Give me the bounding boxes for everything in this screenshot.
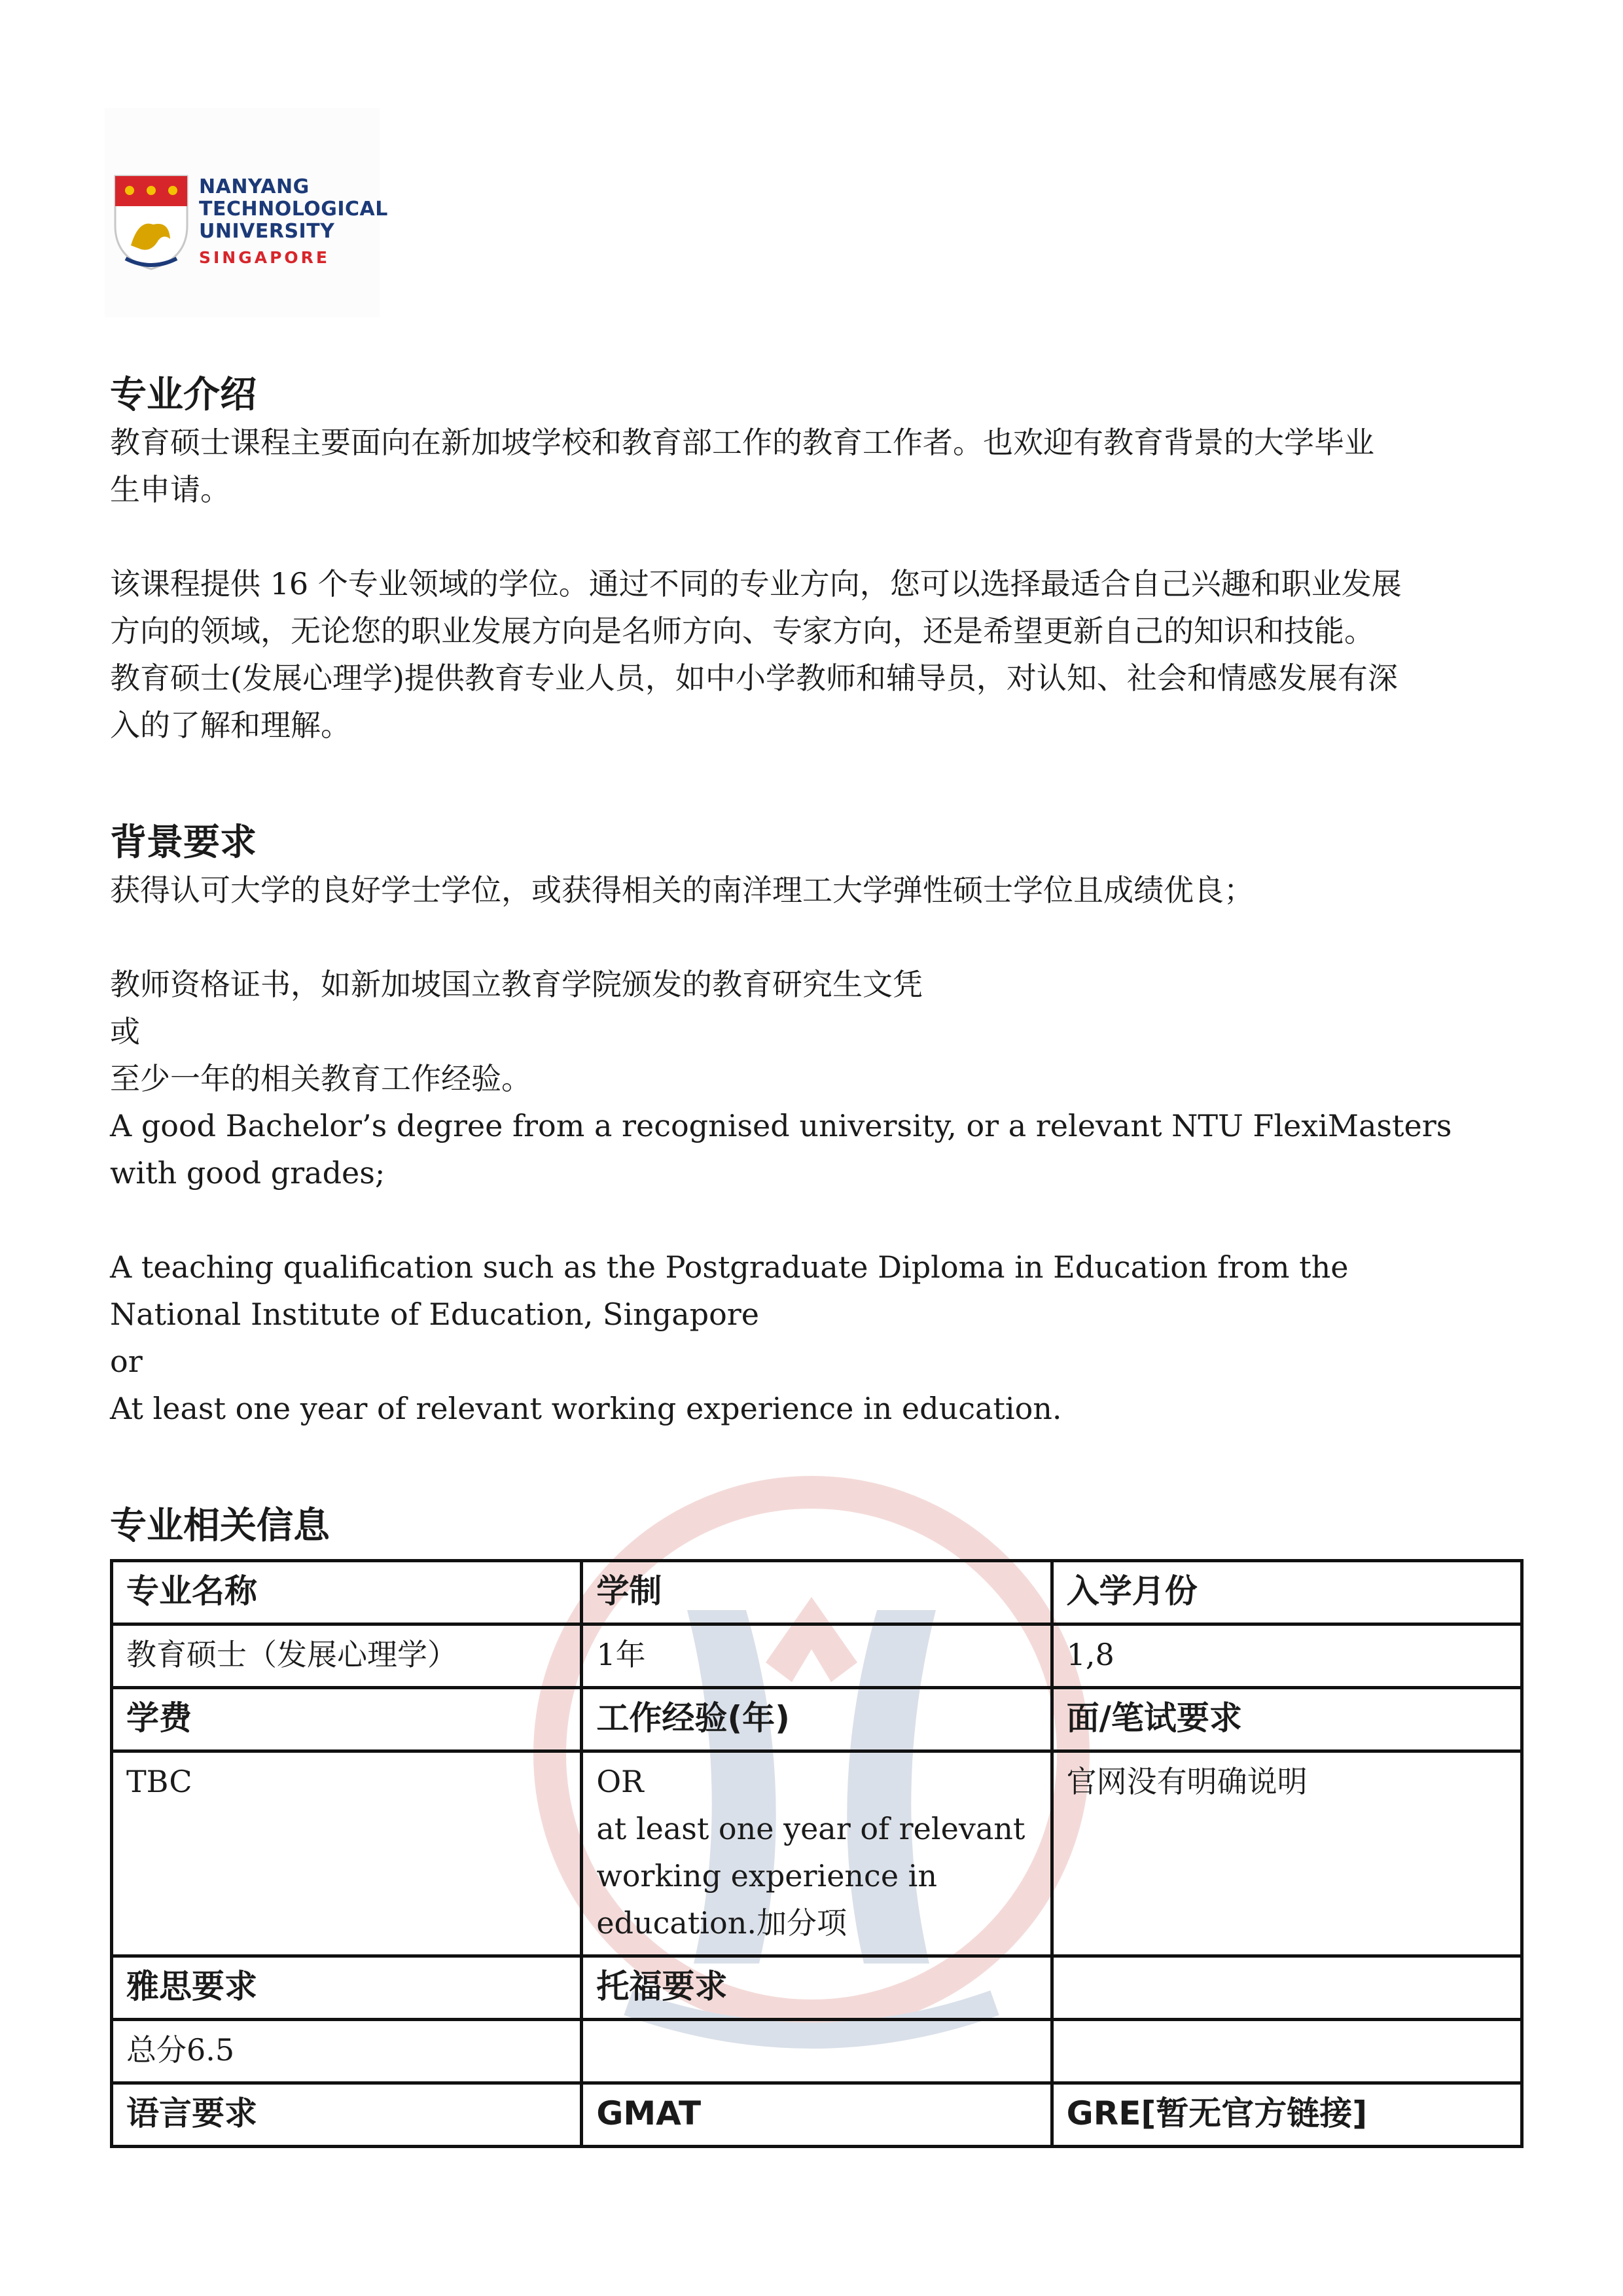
table-row xyxy=(112,1688,1522,1751)
program-info-table xyxy=(110,1559,1524,2148)
value-cell: 教育硕士（发展心理学） xyxy=(112,1624,582,1688)
header-cell: 面/笔试要求 xyxy=(1052,1688,1522,1751)
intro-text: 教育硕士课程主要面向在新加坡学校和教育部工作的教育工作者。也欢迎有教育背景的大学毕业 xyxy=(110,425,1374,460)
header-cell: 入学月份 xyxy=(1052,1561,1522,1624)
requirement-text: National Institute of Education, Singapore xyxy=(110,1297,760,1332)
page-content xyxy=(110,372,1524,2148)
requirement-text: At least one year of relevant working experience in education. xyxy=(110,1391,1062,1426)
work-line: at least one year of relevant xyxy=(596,1811,1026,1846)
header-cell: GMAT xyxy=(582,2083,1052,2147)
value-cell: 1,8 xyxy=(1052,1624,1522,1688)
intro-text: 教育硕士(发展心理学)提供教育专业人员，如中小学教师和辅导员，对认知、社会和情感发展有深 xyxy=(110,660,1398,696)
intro-text: 生申请。 xyxy=(110,472,230,507)
requirement-text: A teaching qualification such as the Postgraduate Diploma in Education from the xyxy=(110,1249,1349,1285)
logo-line-singapore: SINGAPORE xyxy=(199,248,330,267)
intro-text: 方向的领域，无论您的职业发展方向是名师方向、专家方向，还是希望更新自己的知识和技能。 xyxy=(110,613,1374,649)
header-cell: 工作经验(年) xyxy=(582,1688,1052,1751)
header-cell: 语言要求 xyxy=(112,2083,582,2147)
header-cell xyxy=(1052,1956,1522,2020)
header-cell: GRE[暂无官方链接] xyxy=(1052,2083,1522,2147)
value-cell xyxy=(1052,2020,1522,2083)
requirement-text: 获得认可大学的良好学士学位，或获得相关的南洋理工大学弹性硕士学位且成绩优良； xyxy=(110,872,1254,908)
value-cell: 1年 xyxy=(582,1624,1052,1688)
value-cell xyxy=(582,1751,1052,1956)
work-line: OR xyxy=(596,1764,644,1799)
value-cell: 总分6.5 xyxy=(112,2020,582,2083)
info-heading: 专业相关信息 xyxy=(110,1505,330,1547)
work-line: education.加分项 xyxy=(596,1905,847,1941)
requirement-text: A good Bachelor’s degree from a recognised university, or a relevant NTU FlexiMasters xyxy=(110,1108,1452,1143)
requirement-text: 教师资格证书，如新加坡国立教育学院颁发的教育研究生文凭 xyxy=(110,967,923,1002)
table-row xyxy=(112,2020,1522,2083)
table-row xyxy=(112,1624,1522,1688)
table-row xyxy=(112,1956,1522,2020)
value-cell: TBC xyxy=(112,1751,582,1956)
logo-line-nanyang: NANYANG xyxy=(199,175,310,198)
header-cell: 学制 xyxy=(582,1561,1052,1624)
requirement-text: 或 xyxy=(110,1014,140,1049)
requirement-text: or xyxy=(110,1344,143,1379)
ntu-wordmark xyxy=(199,176,388,269)
intro-text: 入的了解和理解。 xyxy=(110,708,351,743)
value-cell: 官网没有明确说明 xyxy=(1052,1751,1522,1956)
work-line: working experience in xyxy=(596,1858,937,1893)
intro-text: 该课程提供 16 个专业领域的学位。通过不同的专业方向，您可以选择最适合自己兴趣和职业发展 xyxy=(110,566,1402,601)
ntu-shield-icon xyxy=(113,173,190,272)
intro-heading: 专业介绍 xyxy=(110,374,257,416)
logo-line-university: UNIVERSITY xyxy=(199,220,335,243)
table-row xyxy=(112,1751,1522,1956)
header-cell: 雅思要求 xyxy=(112,1956,582,2020)
table-row xyxy=(112,2083,1522,2147)
background-heading: 背景要求 xyxy=(110,821,257,864)
value-cell xyxy=(582,2020,1052,2083)
header-cell: 专业名称 xyxy=(112,1561,582,1624)
table-row xyxy=(112,1561,1522,1624)
logo-line-technological: TECHNOLOGICAL xyxy=(199,198,388,221)
ntu-logo xyxy=(105,108,388,317)
requirement-text: 至少一年的相关教育工作经验。 xyxy=(110,1061,531,1096)
header-cell: 托福要求 xyxy=(582,1956,1052,2020)
header-cell: 学费 xyxy=(112,1688,582,1751)
requirement-text: with good grades; xyxy=(110,1155,385,1191)
